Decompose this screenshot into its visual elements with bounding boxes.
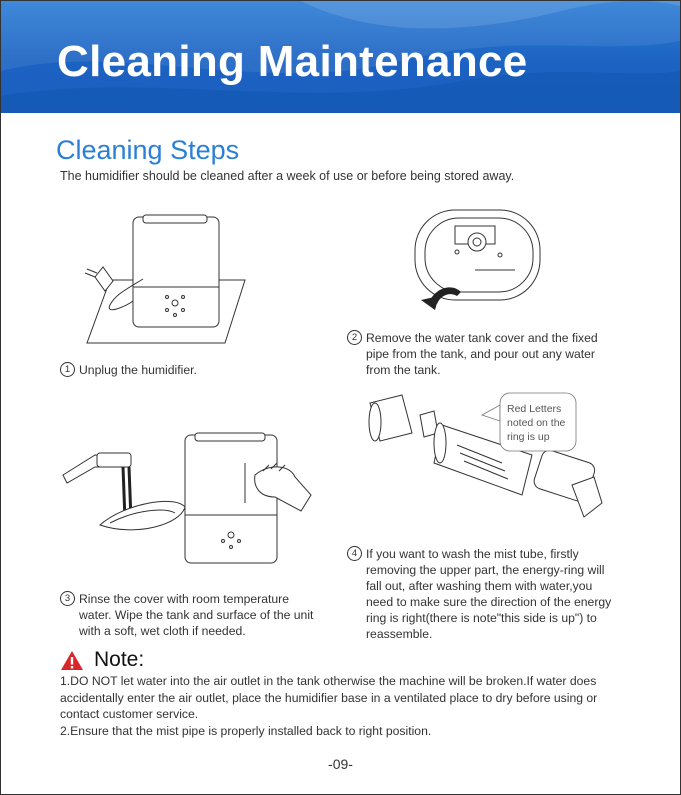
note-line: accidentally enter the air outlet, place the humidifier base in a ventilated place to dry before using or — [60, 690, 598, 705]
warning-icon — [60, 650, 84, 671]
step-3 — [60, 591, 340, 639]
step-3-line: with a soft, wet cloth if needed. — [79, 624, 246, 638]
callout-line: ring is up — [507, 431, 550, 443]
step-4-line: If you want to wash the mist tube, firstly — [366, 547, 579, 561]
note-line: 2.Ensure that the mist pipe is properly installed back to right position. — [60, 723, 432, 738]
header-band — [1, 1, 680, 113]
step-4-line: removing the upper part, the energy-ring will — [366, 563, 605, 577]
step-2 — [347, 330, 647, 378]
callout-line: noted on the — [507, 417, 566, 429]
note-line: contact customer service. — [60, 707, 199, 721]
step-4-line: reassemble. — [366, 627, 433, 641]
step-4-line: ring is right(there is note"this side is up") to — [366, 611, 597, 625]
step-3-line: Rinse the cover with room temperature — [79, 592, 289, 606]
section-title: Cleaning Steps — [56, 135, 240, 165]
mist-tube-illustration — [362, 385, 607, 540]
step-4 — [347, 546, 647, 642]
step-3-number: 3 — [60, 591, 75, 606]
step-3-line: water. Wipe the tank and surface of the unit — [79, 608, 314, 622]
unplug-illustration — [55, 205, 295, 350]
rinse-wipe-illustration — [55, 425, 315, 570]
step-2-line: Remove the water tank cover and the fixed — [366, 331, 598, 345]
step-4-number: 4 — [347, 546, 362, 561]
note-line: 1.DO NOT let water into the air outlet in the tank otherwise the machine will be broken.If water does — [60, 674, 597, 688]
step-4-line: need to make sure the direction of the energy — [366, 595, 612, 609]
step-1-number: 1 — [60, 362, 75, 377]
step-4-line: fall out, after washing them with water,you — [366, 579, 593, 593]
callout-line: Red Letters — [507, 403, 562, 415]
note-title: Note: — [94, 648, 145, 671]
page-title: Cleaning Maintenance — [57, 37, 528, 86]
page-number: -09- — [328, 756, 353, 772]
step-1 — [60, 362, 320, 378]
note-heading — [60, 648, 144, 672]
step-2-line: pipe from the tank, and pour out any water — [366, 347, 595, 361]
step-1-line: Unplug the humidifier. — [79, 363, 197, 377]
step-2-line: from the tank. — [366, 363, 441, 377]
tank-cover-illustration — [405, 200, 555, 320]
intro-text: The humidifier should be cleaned after a week of use or before being stored away. — [60, 169, 515, 183]
note-text — [60, 673, 635, 739]
callout-note — [507, 402, 565, 444]
step-2-number: 2 — [347, 330, 362, 345]
